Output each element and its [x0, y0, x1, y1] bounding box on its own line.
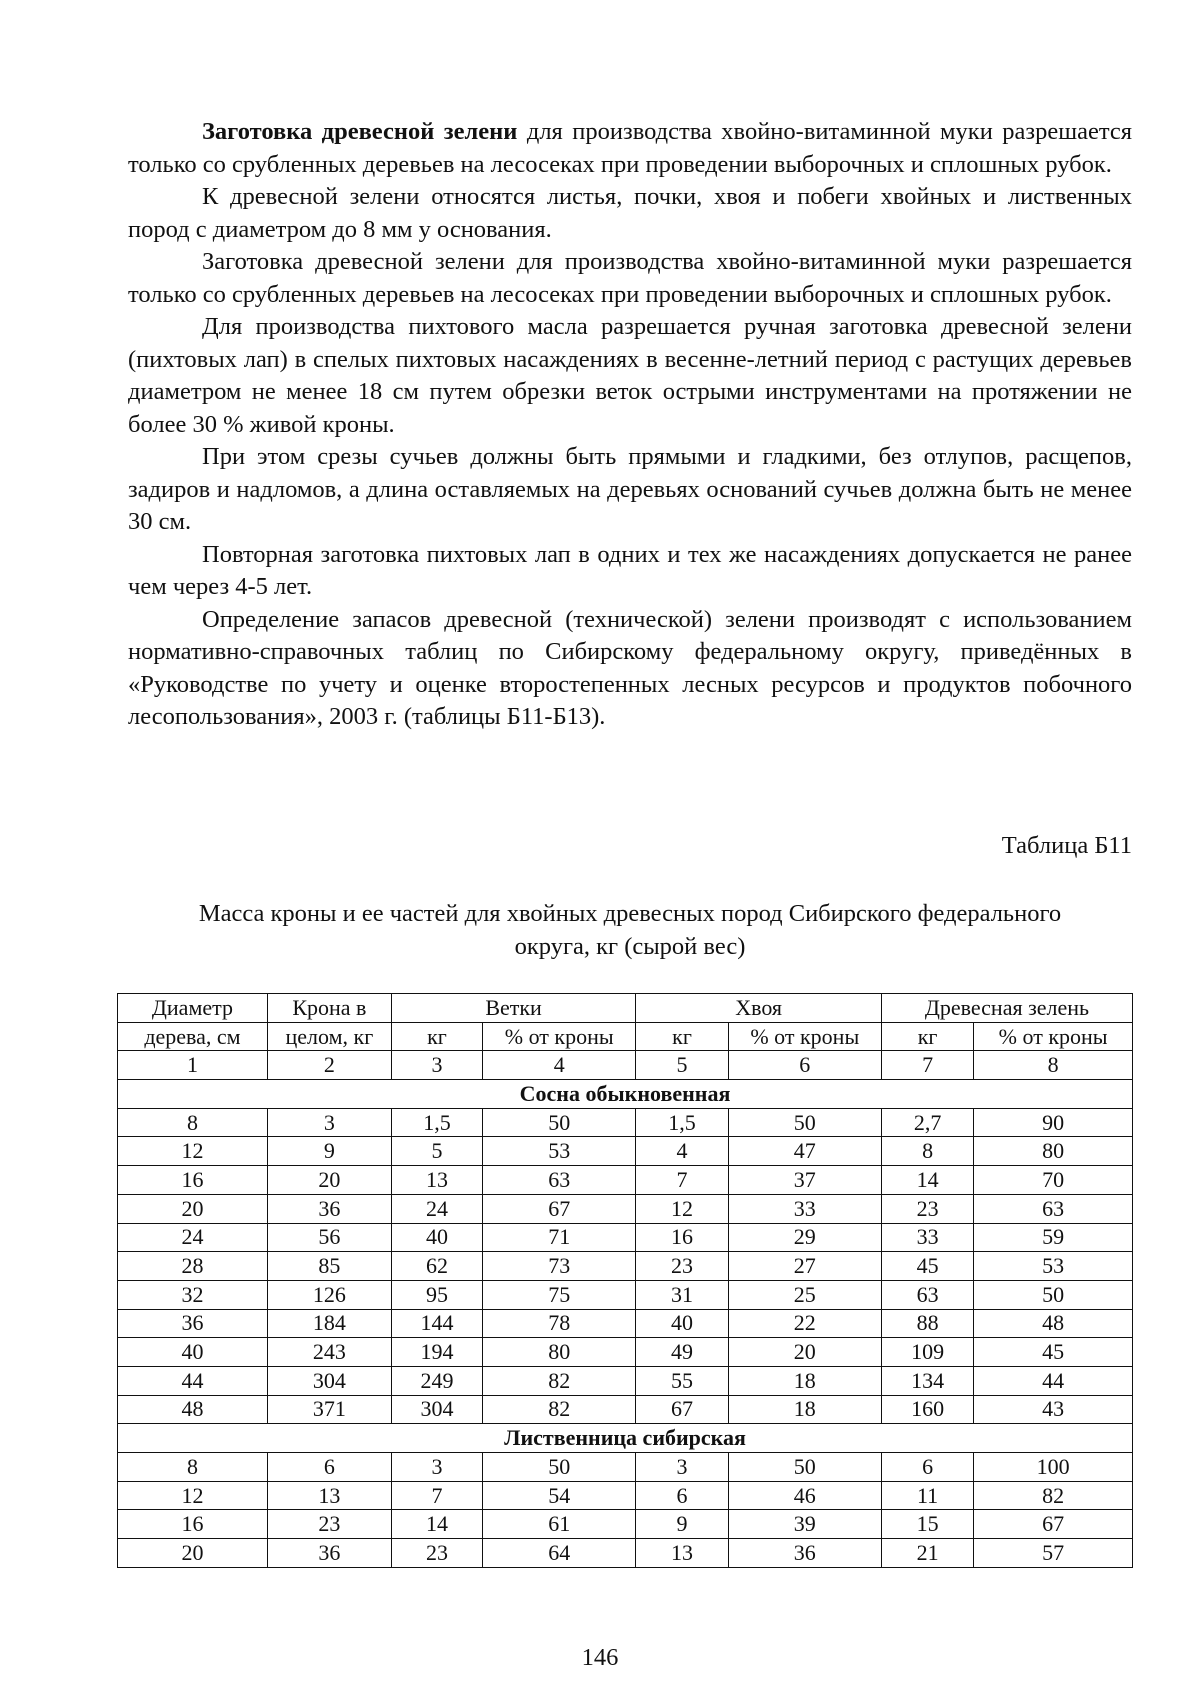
table-row [118, 1366, 1133, 1395]
header-row [118, 994, 1133, 1023]
table-cell: 57 [974, 1539, 1133, 1568]
table-cell: 4 [636, 1137, 728, 1166]
paragraph: При этом срезы сучьев должны быть прямыми и гладкими, без отлупов, расщепов, задиров и надломов, а длина оставляемых на деревьях оснований сучьев должна быть не менее 30 см. [128, 443, 1132, 535]
section-title: Сосна обыкновенная [118, 1080, 1133, 1109]
header-crown: Крона в [267, 994, 391, 1023]
table-cell: 82 [974, 1481, 1133, 1510]
table-cell: 47 [728, 1137, 881, 1166]
table-cell: 25 [728, 1280, 881, 1309]
table-cell: 1 [118, 1051, 268, 1080]
table-cell: 8 [118, 1108, 268, 1137]
table-cell: 134 [881, 1366, 973, 1395]
table-row [118, 1395, 1133, 1424]
table-cell: 70 [974, 1166, 1133, 1195]
table-cell: 13 [267, 1481, 391, 1510]
table-cell: 59 [974, 1223, 1133, 1252]
table-cell: 43 [974, 1395, 1133, 1424]
header-crown-unit: целом, кг [267, 1022, 391, 1051]
table-cell: 50 [974, 1280, 1133, 1309]
table-cell: 12 [118, 1481, 268, 1510]
table-cell: 50 [728, 1453, 881, 1482]
table-cell: 40 [391, 1223, 482, 1252]
table-cell: 53 [974, 1252, 1133, 1281]
table-cell: 304 [391, 1395, 482, 1424]
table-cell: 9 [636, 1510, 728, 1539]
table-cell: 7 [391, 1481, 482, 1510]
table-cell: 184 [267, 1309, 391, 1338]
table-cell: 243 [267, 1338, 391, 1367]
table-row [118, 1194, 1133, 1223]
table-cell: 32 [118, 1280, 268, 1309]
paragraph: Заготовка древесной зелени для производства хвойно-витаминной муки разрешается только со срубленных деревьев на лесосеках при проведении выборочных и сплошных рубок. [128, 248, 1132, 308]
table-cell: 20 [118, 1539, 268, 1568]
section-row [118, 1080, 1133, 1109]
table-cell: 12 [118, 1137, 268, 1166]
table-cell: 45 [974, 1338, 1133, 1367]
header-greenery: Древесная зелень [881, 994, 1132, 1023]
table-cell: 46 [728, 1481, 881, 1510]
table-cell: 194 [391, 1338, 482, 1367]
table-cell: 3 [391, 1453, 482, 1482]
table-cell: 82 [483, 1366, 636, 1395]
table-cell: 29 [728, 1223, 881, 1252]
header-branches: Ветки [391, 994, 636, 1023]
table-cell: 67 [636, 1395, 728, 1424]
header-pct: % от кроны [483, 1022, 636, 1051]
table-row [118, 1309, 1133, 1338]
table-cell: 4 [483, 1051, 636, 1080]
paragraph: Повторная заготовка пихтовых лап в одних и тех же насаждениях допускается не ранее чем через 4-5 лет. [128, 540, 1132, 600]
table-cell: 23 [267, 1510, 391, 1539]
table-cell: 36 [267, 1194, 391, 1223]
table-cell: 100 [974, 1453, 1133, 1482]
table-cell: 13 [391, 1166, 482, 1195]
crown-mass-table [117, 993, 1133, 1568]
table-cell: 71 [483, 1223, 636, 1252]
table-cell: 16 [118, 1510, 268, 1539]
table-cell: 50 [483, 1108, 636, 1137]
table-cell: 23 [636, 1252, 728, 1281]
table-cell: 63 [483, 1166, 636, 1195]
table-cell: 126 [267, 1280, 391, 1309]
table-cell: 3 [267, 1108, 391, 1137]
table-cell: 48 [118, 1395, 268, 1424]
table-cell: 20 [118, 1194, 268, 1223]
table-cell: 16 [636, 1223, 728, 1252]
table-cell: 3 [636, 1453, 728, 1482]
table-cell: 90 [974, 1108, 1133, 1137]
table-cell: 62 [391, 1252, 482, 1281]
table-cell: 28 [118, 1252, 268, 1281]
table-row [118, 1166, 1133, 1195]
table-cell: 49 [636, 1338, 728, 1367]
table-cell: 27 [728, 1252, 881, 1281]
table-cell: 20 [267, 1166, 391, 1195]
table-cell: 23 [881, 1194, 973, 1223]
table-cell: 144 [391, 1309, 482, 1338]
table-row [118, 1137, 1133, 1166]
table-cell: 54 [483, 1481, 636, 1510]
table-cell: 1,5 [391, 1108, 482, 1137]
table-cell: 37 [728, 1166, 881, 1195]
table-cell: 12 [636, 1194, 728, 1223]
table-cell: 78 [483, 1309, 636, 1338]
header-kg: кг [881, 1022, 973, 1051]
table-cell: 44 [118, 1366, 268, 1395]
table-cell: 36 [118, 1309, 268, 1338]
table-cell: 160 [881, 1395, 973, 1424]
table-cell: 14 [881, 1166, 973, 1195]
page-number: 146 [581, 1644, 619, 1671]
table-row [118, 1539, 1133, 1568]
table-cell: 24 [391, 1194, 482, 1223]
table-row [118, 1453, 1133, 1482]
table-row [118, 1280, 1133, 1309]
table-cell: 18 [728, 1366, 881, 1395]
table-cell: 109 [881, 1338, 973, 1367]
table-cell: 39 [728, 1510, 881, 1539]
table-cell: 67 [483, 1194, 636, 1223]
body-text [128, 116, 1132, 734]
column-number-row [118, 1051, 1133, 1080]
table-row [118, 1338, 1133, 1367]
table-cell: 95 [391, 1280, 482, 1309]
table-label: Таблица Б11 [1001, 832, 1132, 859]
table-cell: 18 [728, 1395, 881, 1424]
table-cell: 31 [636, 1280, 728, 1309]
paragraph: К древесной зелени относятся листья, почки, хвоя и побеги хвойных и лиственных пород с диаметром до 8 мм у основания. [128, 183, 1132, 243]
table-row [118, 1108, 1133, 1137]
table-cell: 88 [881, 1309, 973, 1338]
paragraph: Заготовка древесной зелени для производства хвойно-витаминной муки разрешается только со срубленных деревьев на лесосеках при проведении выборочных и сплошных рубок. [128, 118, 1132, 178]
table-cell: 5 [636, 1051, 728, 1080]
table-cell: 249 [391, 1366, 482, 1395]
header-row [118, 1022, 1133, 1051]
table-cell: 55 [636, 1366, 728, 1395]
table-cell: 63 [974, 1194, 1133, 1223]
table-cell: 50 [728, 1108, 881, 1137]
table-cell: 7 [881, 1051, 973, 1080]
table-cell: 8 [881, 1137, 973, 1166]
paragraph: Для производства пихтового масла разрешается ручная заготовка древесной зелени (пихтовых лап) в спелых пихтовых насаждениях в весенне-летний период с растущих деревьев диаметром не менее 18 см путем обрезки веток острыми инструментами на протяжении не более 30 % живой кроны. [128, 313, 1132, 438]
table-body [118, 1051, 1133, 1567]
table-cell: 82 [483, 1395, 636, 1424]
table-row [118, 1510, 1133, 1539]
table-cell: 36 [267, 1539, 391, 1568]
table-cell: 73 [483, 1252, 636, 1281]
header-diameter: Диаметр [118, 994, 268, 1023]
table-cell: 61 [483, 1510, 636, 1539]
table-cell: 50 [483, 1453, 636, 1482]
header-diameter-unit: дерева, см [118, 1022, 268, 1051]
table-cell: 16 [118, 1166, 268, 1195]
table-cell: 22 [728, 1309, 881, 1338]
table-cell: 6 [267, 1453, 391, 1482]
table-cell: 371 [267, 1395, 391, 1424]
table-cell: 20 [728, 1338, 881, 1367]
table-cell: 21 [881, 1539, 973, 1568]
table-cell: 8 [974, 1051, 1133, 1080]
table-cell: 80 [974, 1137, 1133, 1166]
table-cell: 33 [728, 1194, 881, 1223]
table-cell: 6 [636, 1481, 728, 1510]
table-row [118, 1481, 1133, 1510]
table-cell: 40 [636, 1309, 728, 1338]
table-cell: 8 [118, 1453, 268, 1482]
table-row [118, 1223, 1133, 1252]
table-cell: 1,5 [636, 1108, 728, 1137]
table-cell: 11 [881, 1481, 973, 1510]
table-cell: 67 [974, 1510, 1133, 1539]
table-cell: 7 [636, 1166, 728, 1195]
section-title: Лиственница сибирская [118, 1424, 1133, 1453]
section-row [118, 1424, 1133, 1453]
paragraph: Определение запасов древесной (технической) зелени производят с использованием нормативно-справочных таблиц по Сибирскому федеральному округу, приведённых в «Руководстве по учету и оценке второстепенных лесных ресурсов и продуктов побочного лесопользования», 2003 г. (таблицы Б11-Б13). [128, 605, 1132, 730]
table-cell: 63 [881, 1280, 973, 1309]
table-cell: 14 [391, 1510, 482, 1539]
table-cell: 5 [391, 1137, 482, 1166]
table-cell: 36 [728, 1539, 881, 1568]
table-cell: 9 [267, 1137, 391, 1166]
table-cell: 45 [881, 1252, 973, 1281]
header-kg: кг [636, 1022, 728, 1051]
table-cell: 33 [881, 1223, 973, 1252]
table-cell: 23 [391, 1539, 482, 1568]
table-cell: 53 [483, 1137, 636, 1166]
table-cell: 6 [728, 1051, 881, 1080]
bold-lead: Заготовка древесной зелени [202, 118, 518, 145]
table-cell: 6 [881, 1453, 973, 1482]
table-cell: 80 [483, 1338, 636, 1367]
header-pct: % от кроны [728, 1022, 881, 1051]
table-caption: Масса кроны и ее частей для хвойных древесных пород Сибирского федерального округа, кг (сырой вес) [198, 900, 1062, 960]
table-cell: 64 [483, 1539, 636, 1568]
table-cell: 15 [881, 1510, 973, 1539]
header-needles: Хвоя [636, 994, 882, 1023]
table-cell: 13 [636, 1539, 728, 1568]
table-cell: 40 [118, 1338, 268, 1367]
table-cell: 44 [974, 1366, 1133, 1395]
header-kg: кг [391, 1022, 482, 1051]
table-cell: 2,7 [881, 1108, 973, 1137]
table-cell: 24 [118, 1223, 268, 1252]
table-cell: 3 [391, 1051, 482, 1080]
table-cell: 2 [267, 1051, 391, 1080]
table-cell: 304 [267, 1366, 391, 1395]
table-cell: 75 [483, 1280, 636, 1309]
table-cell: 56 [267, 1223, 391, 1252]
header-pct: % от кроны [974, 1022, 1133, 1051]
table-cell: 48 [974, 1309, 1133, 1338]
table-cell: 85 [267, 1252, 391, 1281]
table-row [118, 1252, 1133, 1281]
